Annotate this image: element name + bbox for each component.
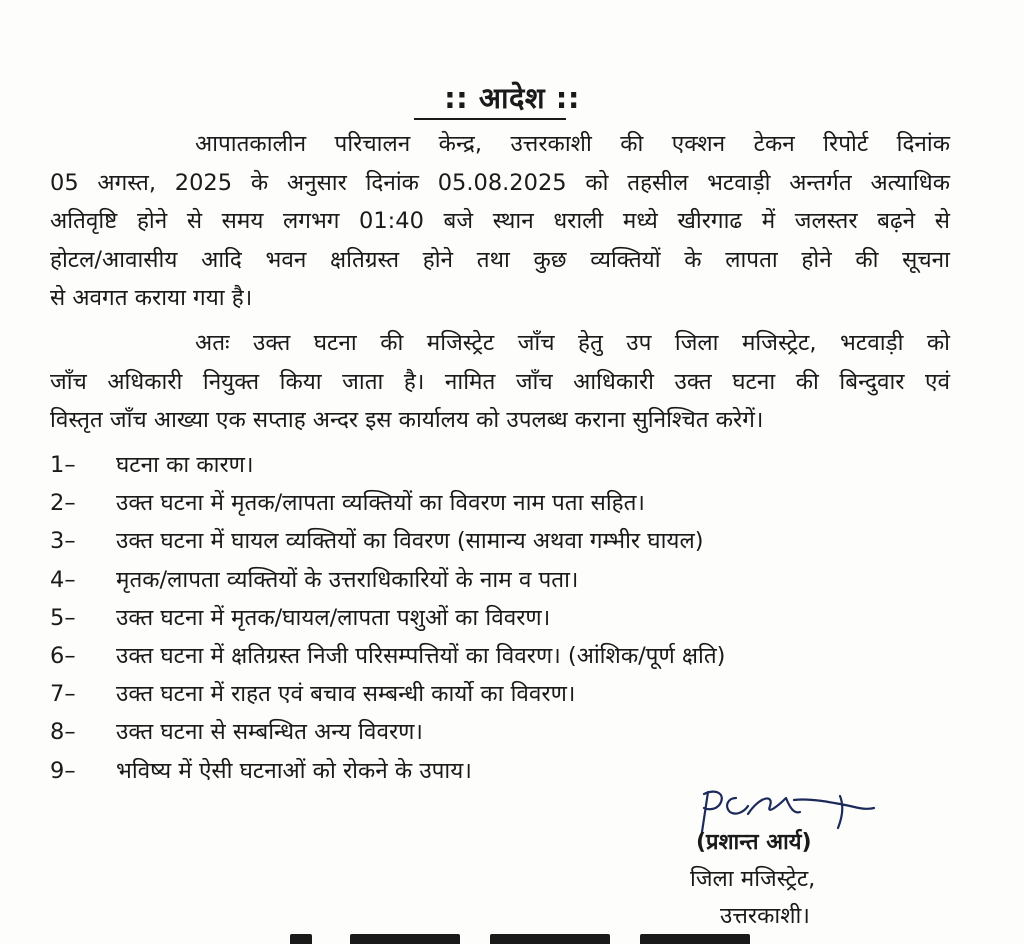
paragraph-line: विस्तृत जाँच आख्या एक सप्ताह अन्दर इस कार्यालय को उपलब्ध कराना सुनिश्चित करेगें। — [50, 407, 764, 433]
list-item-number: 3– — [50, 528, 76, 555]
paragraph-line: आपातकालीन परिचालन केन्द्र, उत्तरकाशी की एक्शन टेकन रिपोर्ट दिनांक — [195, 131, 950, 157]
list-item-text: मृतक/लापता व्यक्तियों के उत्तराधिकारियों के नाम व पता। — [116, 566, 579, 593]
list-item-number: 2– — [50, 490, 76, 517]
inquiry-points-list — [50, 446, 970, 790]
signature-block — [690, 784, 950, 934]
list-item — [50, 522, 970, 560]
list-item-number: 4– — [50, 566, 76, 593]
list-item — [50, 637, 970, 675]
paragraph-line: 05 अगस्त, 2025 के अनुसार दिनांक 05.08.2025 को तहसील भटवाड़ी अन्तर्गत अत्याधिक — [50, 169, 950, 196]
list-item-text: उक्त घटना से सम्बन्धित अन्य विवरण। — [116, 719, 423, 746]
cropped-text-fragment — [290, 928, 760, 944]
list-item-text: घटना का कारण। — [116, 452, 254, 478]
list-item-text: उक्त घटना में राहत एवं बचाव सम्बन्धी कार्यो का विवरण। — [116, 681, 576, 708]
order-paragraph-2 — [50, 324, 950, 440]
signatory-place: उत्तरकाशी। — [720, 903, 810, 929]
list-item — [50, 713, 970, 751]
paragraph-line: जाँच अधिकारी नियुक्त किया जाता है। नामित जाँच आधिकारी उक्त घटना की बिन्दुवार एवं — [50, 368, 950, 395]
list-item-number: 1– — [50, 452, 76, 478]
list-item — [50, 599, 970, 637]
paragraph-line: अतिवृष्टि होने से समय लगभग 01:40 बजे स्थान धराली मध्ये खीरगाढ में जलस्तर बढ़ने से — [50, 208, 950, 234]
title-underline — [414, 118, 566, 120]
list-item-text: भविष्य में ऐसी घटनाओं को रोकने के उपाय। — [116, 757, 472, 784]
list-item-number: 9– — [50, 757, 76, 784]
list-item-text: उक्त घटना में क्षतिग्रस्त निजी परिसम्पत्तियों का विवरण। (आंशिक/पूर्ण क्षति) — [116, 642, 726, 669]
list-item — [50, 675, 970, 713]
paragraph-line: होटल/आवासीय आदि भवन क्षतिग्रस्त होने तथा कुछ व्यक्तियों के लापता होने की सूचना — [50, 246, 950, 273]
list-item — [50, 561, 970, 599]
list-item-text: उक्त घटना में मृतक/घायल/लापता पशुओं का विवरण। — [116, 604, 551, 631]
list-item-number: 8– — [50, 719, 76, 746]
list-item-text: उक्त घटना में घायल व्यक्तियों का विवरण (सामान्य अथवा गम्भीर घायल) — [116, 528, 704, 555]
paragraph-line: अतः उक्त घटना की मजिस्ट्रेट जाँच हेतु उप जिला मजिस्ट्रेट, भटवाड़ी को — [195, 330, 950, 356]
list-item — [50, 484, 970, 522]
list-item — [50, 446, 970, 484]
paragraph-line: से अवगत कराया गया है। — [50, 285, 253, 311]
list-item-number: 6– — [50, 642, 76, 669]
list-item-number: 7– — [50, 681, 76, 708]
order-paragraph-1 — [50, 125, 950, 318]
signatory-name: (प्रशान्त आर्य) — [696, 830, 812, 855]
order-title: :: आदेश :: — [444, 81, 580, 115]
signatory-designation: जिला मजिस्ट्रेट, — [690, 866, 816, 892]
list-item-number: 5– — [50, 604, 76, 631]
list-item-text: उक्त घटना में मृतक/लापता व्यक्तियों का विवरण नाम पता सहित। — [116, 490, 645, 517]
